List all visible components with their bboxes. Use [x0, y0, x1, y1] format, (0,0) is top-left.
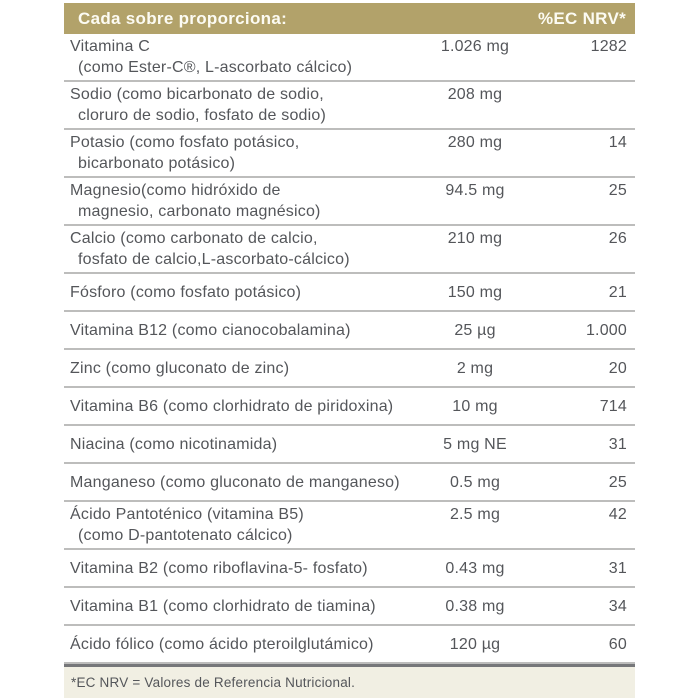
- nutrient-name: Vitamina B1 (como clorhidrato de tiamina): [70, 598, 376, 615]
- nutrient-name: Potasio (como fosfato potásico,: [70, 134, 300, 151]
- nutrient-name-continuation: fosfato de calcio,L-ascorbato-cálcico): [78, 251, 350, 268]
- nutrient-amount: 94.5 mg: [445, 182, 505, 199]
- footnote-text: *EC NRV = Valores de Referencia Nutricional.: [71, 675, 356, 690]
- table-row: [64, 130, 635, 178]
- nutrient-amount: 25 µg: [454, 322, 496, 339]
- nutrient-nrv-value: 31: [608, 436, 627, 453]
- nutrient-nrv-value: 25: [608, 474, 627, 491]
- nutrient-amount: 2 mg: [456, 360, 494, 377]
- nutrient-name: Vitamina C: [70, 38, 150, 55]
- table-row: [64, 226, 635, 274]
- nutrient-nrv-value: 1.000: [585, 322, 627, 339]
- nutrient-name: Magnesio(como hidróxido de: [70, 182, 281, 199]
- table-row: [64, 464, 635, 502]
- nutrient-name: Vitamina B2 (como riboflavina-5- fosfato): [70, 560, 368, 577]
- nutrient-amount: 208 mg: [447, 86, 503, 103]
- nutrient-name-continuation: cloruro de sodio, fosfato de sodio): [78, 107, 327, 124]
- nutrient-nrv-value: 21: [608, 284, 627, 301]
- nutrient-nrv-value: 42: [608, 506, 627, 523]
- nutrient-name-cell: [70, 596, 411, 617]
- nutrient-name: Sodio (como bicarbonato de sodio,: [70, 86, 324, 103]
- nutrient-nrv-value: 31: [608, 560, 627, 577]
- nutrient-name-cell: [70, 504, 411, 546]
- nutrient-name: Ácido Pantoténico (vitamina B5): [70, 506, 304, 523]
- nutrient-nrv-value: 26: [608, 230, 627, 247]
- nutrient-name: Niacina (como nicotinamida): [70, 436, 278, 453]
- nutrient-amount: 2.5 mg: [449, 506, 501, 523]
- nutrient-amount: 120 µg: [449, 636, 501, 653]
- table-row: [64, 312, 635, 350]
- table-header-bar: [64, 3, 635, 34]
- nutrient-nrv-value: 20: [608, 360, 627, 377]
- table-row: [64, 82, 635, 130]
- table-row: [64, 350, 635, 388]
- nutrient-name-cell: [70, 180, 411, 222]
- nutrient-name: Vitamina B6 (como clorhidrato de piridoxina): [70, 398, 394, 415]
- table-row: [64, 34, 635, 82]
- table-row: [64, 626, 635, 664]
- table-row: [64, 426, 635, 464]
- table-row: [64, 588, 635, 626]
- nutrient-name-cell: [70, 396, 411, 417]
- nutrient-nrv-value: 1282: [590, 38, 627, 55]
- nutrient-name-continuation: (como Ester-C®, L-ascorbato cálcico): [78, 59, 353, 76]
- nutrient-name-cell: [70, 472, 411, 493]
- table-title: Cada sobre proporciona:: [78, 8, 288, 28]
- nutrient-name-cell: [70, 320, 411, 341]
- nutrient-amount: 0.43 mg: [445, 560, 505, 577]
- nutrient-amount: 210 mg: [447, 230, 503, 247]
- nutrient-name-continuation: (como D-pantotenato cálcico): [78, 527, 293, 544]
- nutrient-table-body: [64, 34, 635, 664]
- nutrient-table: [64, 34, 635, 664]
- nutrient-name-cell: [70, 634, 411, 655]
- nutrient-name: Zinc (como gluconato de zinc): [70, 360, 290, 377]
- nutrient-nrv-value: 14: [608, 134, 627, 151]
- nutrient-name: Fósforo (como fosfato potásico): [70, 284, 302, 301]
- nutrient-name-continuation: bicarbonato potásico): [78, 155, 236, 172]
- nutrient-name-cell: [70, 36, 411, 78]
- nutrient-name: Ácido fólico (como ácido pteroilglutámico): [70, 636, 374, 653]
- table-row: [64, 550, 635, 588]
- table-row: [64, 388, 635, 426]
- nutrient-amount: 10 mg: [452, 398, 498, 415]
- table-row: [64, 274, 635, 312]
- table-row: [64, 502, 635, 550]
- nutrient-nrv-value: 34: [608, 598, 627, 615]
- nutrient-name-continuation: magnesio, carbonato magnésico): [78, 203, 321, 220]
- nutrient-name: Manganeso (como gluconato de manganeso): [70, 474, 400, 491]
- nutrient-nrv-value: 714: [599, 398, 627, 415]
- nutrient-amount: 280 mg: [447, 134, 503, 151]
- nutrient-amount: 0.38 mg: [445, 598, 505, 615]
- nutrient-name-cell: [70, 84, 411, 126]
- nutrient-name: Vitamina B12 (como cianocobalamina): [70, 322, 351, 339]
- nutrient-nrv-value: 60: [608, 636, 627, 653]
- nutrient-name-cell: [70, 228, 411, 270]
- nutrient-name-cell: [70, 558, 411, 579]
- nrv-column-header: %EC NRV*: [537, 8, 626, 28]
- supplement-facts-panel: [64, 3, 635, 698]
- nutrient-amount: 1.026 mg: [440, 38, 510, 55]
- nutrient-name-cell: [70, 434, 411, 455]
- nutrient-amount: 0.5 mg: [449, 474, 501, 491]
- nutrient-name-cell: [70, 282, 411, 303]
- nutrient-nrv-value: 25: [608, 182, 627, 199]
- nutrient-name-cell: [70, 132, 411, 174]
- nutrient-name-cell: [70, 358, 411, 379]
- nutrient-amount: 150 mg: [447, 284, 503, 301]
- table-row: [64, 178, 635, 226]
- footnote: [64, 667, 635, 698]
- nutrient-name: Calcio (como carbonato de calcio,: [70, 230, 318, 247]
- nutrient-amount: 5 mg NE: [443, 436, 507, 453]
